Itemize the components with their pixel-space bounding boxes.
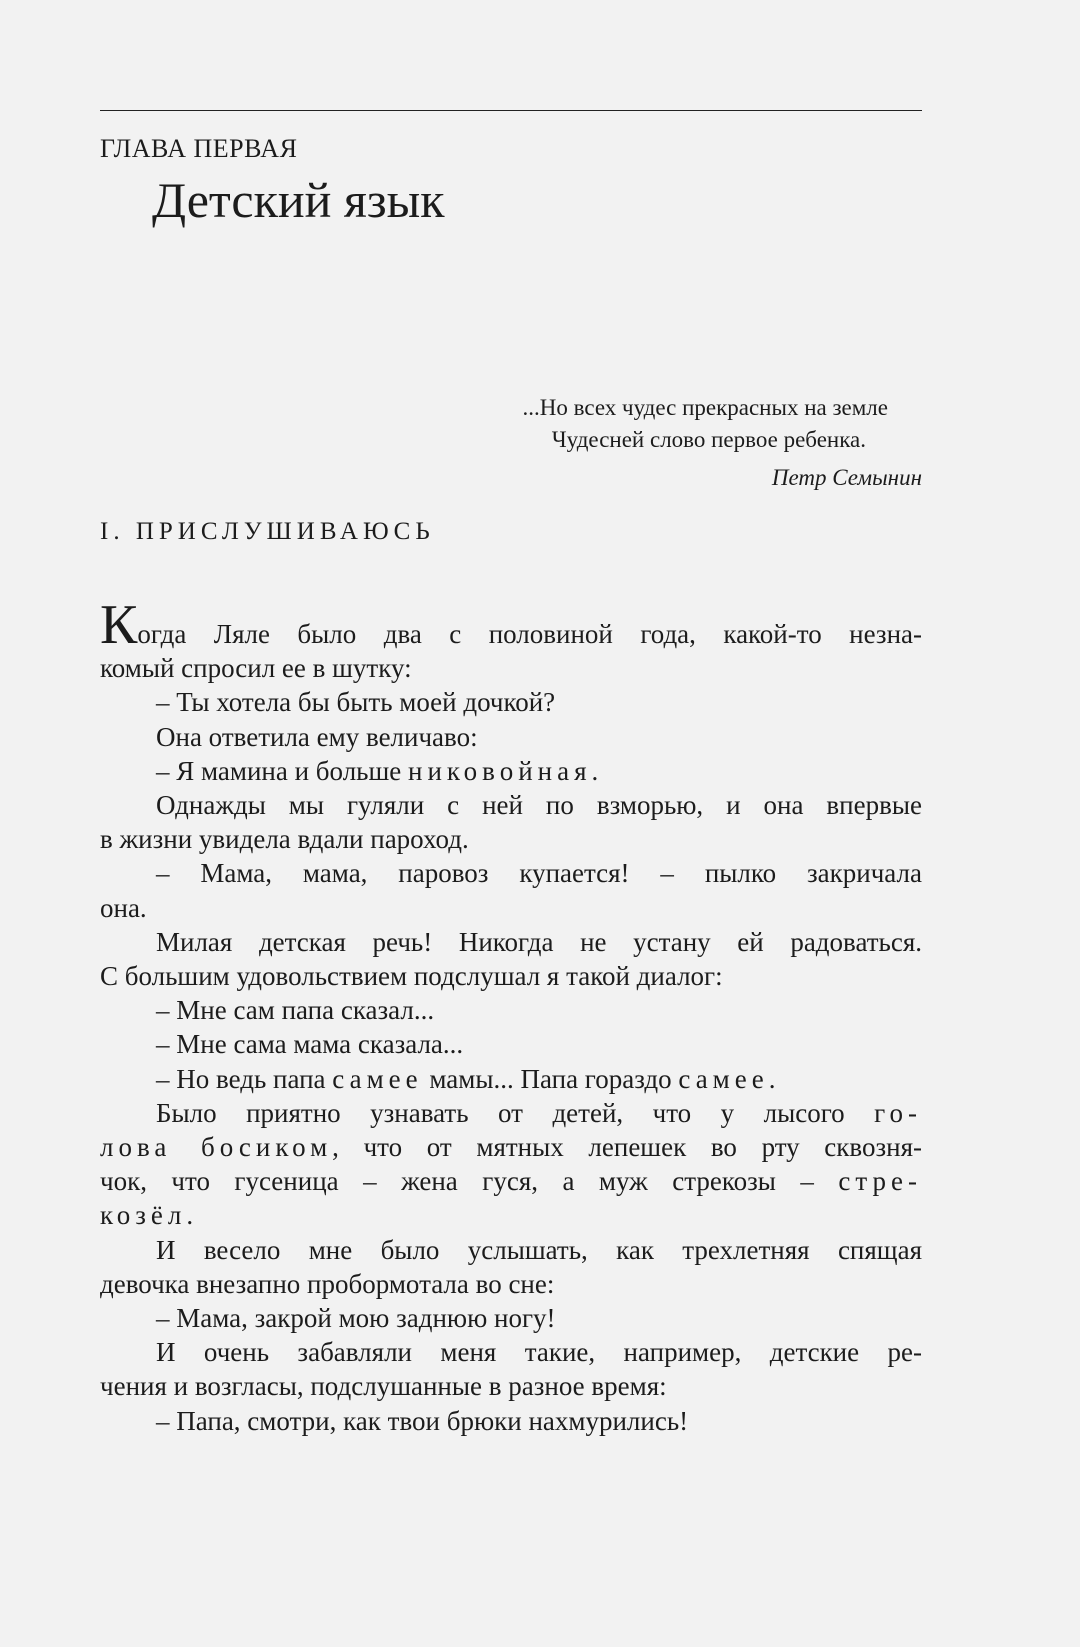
spaced-word: никовойная (408, 755, 592, 786)
spaced-word: го- (874, 1097, 922, 1128)
text-line: И весело мне было услышать, как трехлетняя спящая (156, 1234, 922, 1265)
text-line: – Ты хотела бы быть моей дочкой? (156, 687, 556, 718)
book-page (100, 0, 922, 1647)
text-line: С большим удовольствием подслушал я такой диалог: (100, 961, 723, 992)
text-line: Милая детская речь! Никогда не устану ей радоваться. (156, 926, 922, 957)
spaced-word: самее (332, 1063, 423, 1094)
spaced-word: козёл (100, 1200, 187, 1231)
epigraph-author: Петр Семынин (771, 465, 922, 490)
text-line: она. (100, 892, 147, 923)
text-line: – Мне сама мама сказала... (156, 1029, 464, 1060)
text-line: Когда Ляле было два с половиной года, какой-то незна- (100, 594, 922, 656)
text-line: – Мама, закрой мою заднюю ногу! (156, 1303, 556, 1334)
drop-cap: К (100, 594, 138, 656)
epigraph-line: Чудесней слово первое ребенка. (551, 427, 866, 452)
text-line: лова босиком, что от мятных лепешек во рту сквозня- (100, 1132, 922, 1163)
text-line: – Я мамина и больше никовойная. (156, 755, 599, 786)
spaced-word: стре- (838, 1166, 922, 1197)
text-line: И очень забавляли меня такие, например, детские ре- (156, 1337, 922, 1368)
epigraph-line: ...Но всех чудес прекрасных на земле (522, 395, 888, 420)
epigraph (523, 392, 922, 494)
text-line: – Мне сам папа сказал... (156, 995, 435, 1026)
text-line: комый спросил ее в шутку: (100, 653, 412, 684)
text-line: Однажды мы гуляли с ней по взморью, и она впервые (156, 790, 922, 821)
text-line: – Папа, смотри, как твои брюки нахмурились! (156, 1405, 689, 1436)
header-rule (100, 110, 922, 111)
body-text (100, 594, 922, 1438)
spaced-word: самее (678, 1063, 769, 1094)
text-line: козёл. (100, 1200, 194, 1231)
text-line: чок, что гусеница – жена гуся, а муж стрекозы – стре- (100, 1166, 922, 1197)
text-line: чения и возгласы, подслушанные в разное время: (100, 1371, 667, 1402)
text-line: в жизни увидела вдали пароход. (100, 824, 469, 855)
text-line: – Но ведь папа самее мамы... Папа гораздо самее. (156, 1063, 776, 1094)
text-line: – Мама, мама, паровоз купается! – пылко закричала (156, 858, 922, 889)
text-line: девочка внезапно пробормотала во сне: (100, 1268, 555, 1299)
chapter-label: ГЛАВА ПЕРВАЯ (100, 134, 298, 163)
chapter-title: Детский язык (152, 172, 445, 228)
text-line: Было приятно узнавать от детей, что у лысого го- (156, 1097, 922, 1128)
section-heading: I. ПРИСЛУШИВАЮСЬ (100, 518, 435, 545)
spaced-word: лова босиком (100, 1132, 333, 1163)
text-line: Она ответила ему величаво: (156, 721, 478, 752)
